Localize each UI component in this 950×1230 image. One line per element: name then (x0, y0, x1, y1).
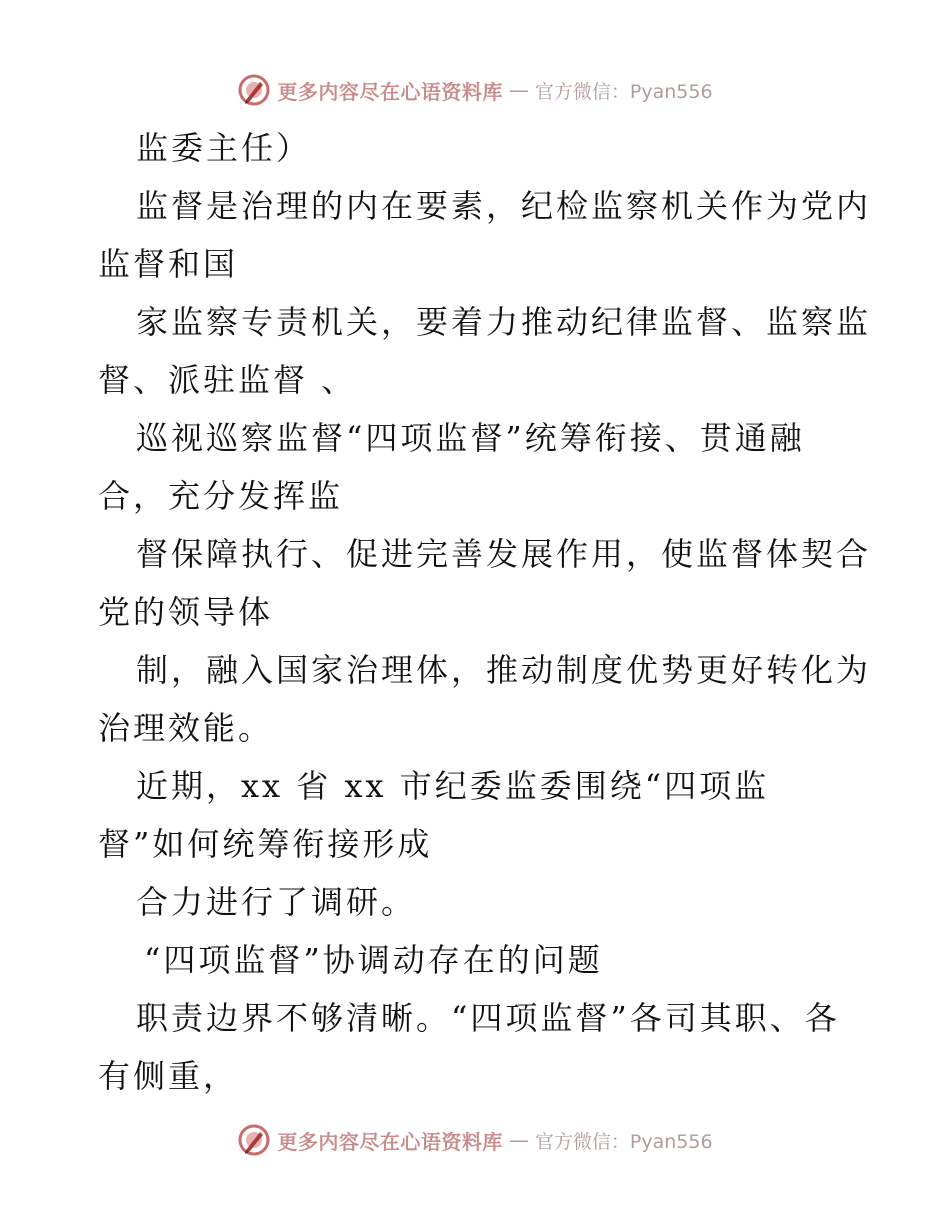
text-line: 合力进行了调研。 (136, 883, 417, 921)
text-line: 监督和国 (98, 245, 239, 283)
text-line: 督保障执行、促进完善发展作用，使监督体契合 (136, 535, 872, 573)
text-line: 制，融入国家治理体，推动制度优势更好转化为 (136, 651, 872, 689)
watermark-text: 更多内容尽在心语资料库 (277, 1129, 503, 1154)
text-line: 巡视巡察监督“四项监督”统筹衔接、贯通融 (136, 419, 805, 457)
text-line: 督”如何统筹衔接形成 (98, 825, 433, 863)
watermark-wechat: 官方微信：Pyan556 (534, 80, 713, 103)
text-line: 监委主任） (136, 129, 312, 167)
text-line: 近期，xx 省 xx 市纪委监委围绕“四项监 (136, 767, 770, 805)
pen-logo-icon (237, 1123, 271, 1157)
text-line: 有侧重， (98, 1057, 239, 1095)
text-line: 职责边界不够清晰。“四项监督”各司其职、各 (136, 999, 840, 1037)
text-line: 治理效能。 (98, 709, 274, 747)
text-line: 党的领导体 (98, 593, 274, 631)
section-heading: “四项监督”协调动存在的问题 (144, 941, 603, 979)
pen-logo-icon (237, 73, 271, 107)
watermark-dash: — (508, 1128, 529, 1152)
text-line: 监督是治理的内在要素，纪检监察机关作为党内 (136, 187, 872, 225)
watermark-text: 更多内容尽在心语资料库 (277, 79, 503, 104)
text-line: 家监察专责机关，要着力推动纪律监督、监察监 (136, 303, 872, 341)
text-line: 督、派驻监督 、 (98, 361, 357, 399)
footer-watermark (0, 1122, 950, 1158)
watermark-dash: — (508, 78, 529, 102)
header-watermark (0, 72, 950, 108)
text-line: 合，充分发挥监 (98, 477, 344, 515)
watermark-wechat: 官方微信：Pyan556 (534, 1130, 713, 1153)
